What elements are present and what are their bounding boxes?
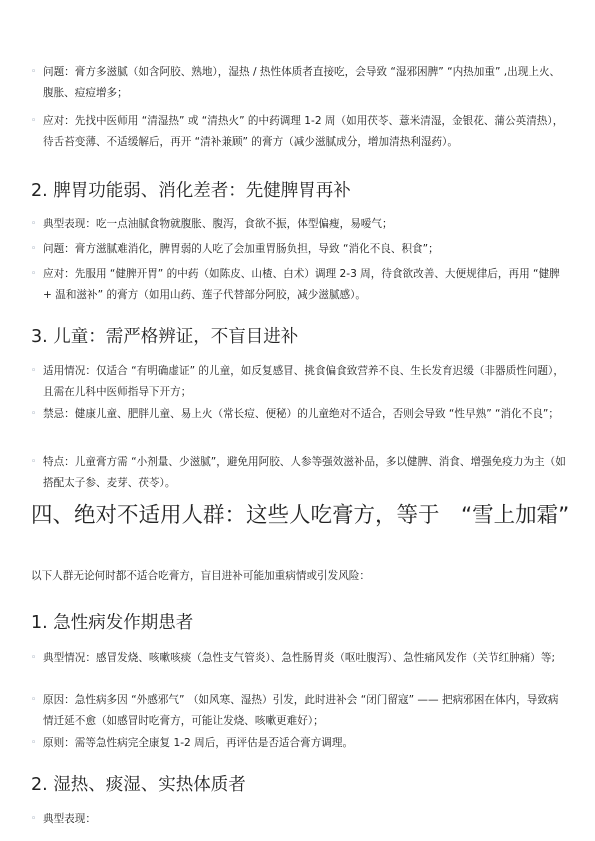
list-item-text: 问题：膏方多滋腻（如含阿胶、熟地），湿热 / 热性体质者直接吃，会导致 “湿邪困脾” “内热加重” ,出现上火、腹胀、痘痘增多； xyxy=(43,66,561,99)
bullet-icon: ◦ xyxy=(31,814,37,824)
bullet-icon: ◦ xyxy=(31,409,37,419)
bullet-icon: ◦ xyxy=(31,695,37,705)
list-item-text: 原则：需等急性病完全康复 1-2 周后，再评估是否适合膏方调理。 xyxy=(43,737,354,749)
list-item-text: 原因：急性病多因 “外感邪气” （如风寒、湿热）引发，此时进补会 “闭门留寇” —— 把病邪困在体内，导致病情迁延不愈（如感冒时吃膏方，可能让发烧、咳嗽更难好）； xyxy=(43,694,559,727)
list-item xyxy=(31,214,566,235)
bullet-icon: ◦ xyxy=(31,219,37,229)
list-item xyxy=(31,239,566,260)
list-item-text: 典型表现： xyxy=(43,813,96,825)
list-item-text: 特点：儿童膏方需 “小剂量、少滋腻”，避免用阿胶、人参等强效滋补品，多以健脾、消食、增强免疫力为主（如搭配太子参、麦芽、茯苓）。 xyxy=(43,456,566,489)
list-item xyxy=(31,733,566,754)
list-item-text: 应对：先服用 “健脾开胃” 的中药（如陈皮、山楂、白术）调理 2-3 周，待食欲改善、大便规律后，再用 “健脾 + 温和滋补” 的膏方（如用山药、莲子代替部分阿胶，减少滋腻感）。 xyxy=(43,268,560,301)
bullet-icon: ◦ xyxy=(31,244,37,254)
list-item xyxy=(31,809,566,830)
bullet-icon: ◦ xyxy=(31,366,37,376)
part-heading: 四、绝对不适用人群：这些人吃膏方，等于 “雪上加霜” xyxy=(31,503,570,528)
list-item-text: 禁忌：健康儿童、肥胖儿童、易上火（常长痘、便秘）的儿童绝对不适合，否则会导致 “性早熟” “消化不良”； xyxy=(43,408,559,420)
bullet-icon: ◦ xyxy=(31,67,37,77)
list-item xyxy=(31,648,566,669)
list-item xyxy=(31,690,566,732)
section-heading: 2. 湿热、痰湿、实热体质者 xyxy=(31,775,246,795)
list-item xyxy=(31,264,566,306)
bullet-icon: ◦ xyxy=(31,269,37,279)
list-item xyxy=(31,404,566,425)
list-item xyxy=(31,361,566,403)
bullet-icon: ◦ xyxy=(31,738,37,748)
section-heading: 1. 急性病发作期患者 xyxy=(31,613,194,633)
list-item xyxy=(31,452,566,494)
list-item-text: 典型表现：吃一点油腻食物就腹胀、腹泻，食欲不振，体型偏瘦，易嗳气； xyxy=(43,218,393,230)
section-heading: 3. 儿童：需严格辨证，不盲目进补 xyxy=(31,327,299,347)
list-item-text: 应对：先找中医师用 “清湿热” 或 “清热火” 的中药调理 1-2 周（如用茯苓、薏米清湿，金银花、蒲公英清热），待舌苔变薄、不适缓解后，再开 “清补兼顾” 的膏方（减少滋腻成分，增加清热利湿药）。 xyxy=(43,115,564,148)
list-item-text: 适用情况：仅适合 “有明确虚证” 的儿童，如反复感冒、挑食偏食致营养不良、生长发育迟缓（非器质性问题），且需在儿科中医师指导下开方； xyxy=(43,365,564,398)
section-heading: 2. 脾胃功能弱、消化差者：先健脾胃再补 xyxy=(31,181,351,201)
bullet-icon: ◦ xyxy=(31,116,37,126)
list-item-text: 问题：膏方滋腻难消化，脾胃弱的人吃了会加重胃肠负担，导致 “消化不良、积食”； xyxy=(43,243,439,255)
list-item-text: 典型情况：感冒发烧、咳嗽咳痰（急性支气管炎）、急性肠胃炎（呕吐腹泻）、急性痛风发作（关节红肿痛）等; xyxy=(43,652,556,664)
list-item xyxy=(31,111,566,153)
bullet-icon: ◦ xyxy=(31,653,37,663)
bullet-icon: ◦ xyxy=(31,457,37,467)
intro-paragraph: 以下人群无论何时都不适合吃膏方，盲目进补可能加重病情或引发风险： xyxy=(31,570,370,582)
list-item xyxy=(31,62,566,104)
